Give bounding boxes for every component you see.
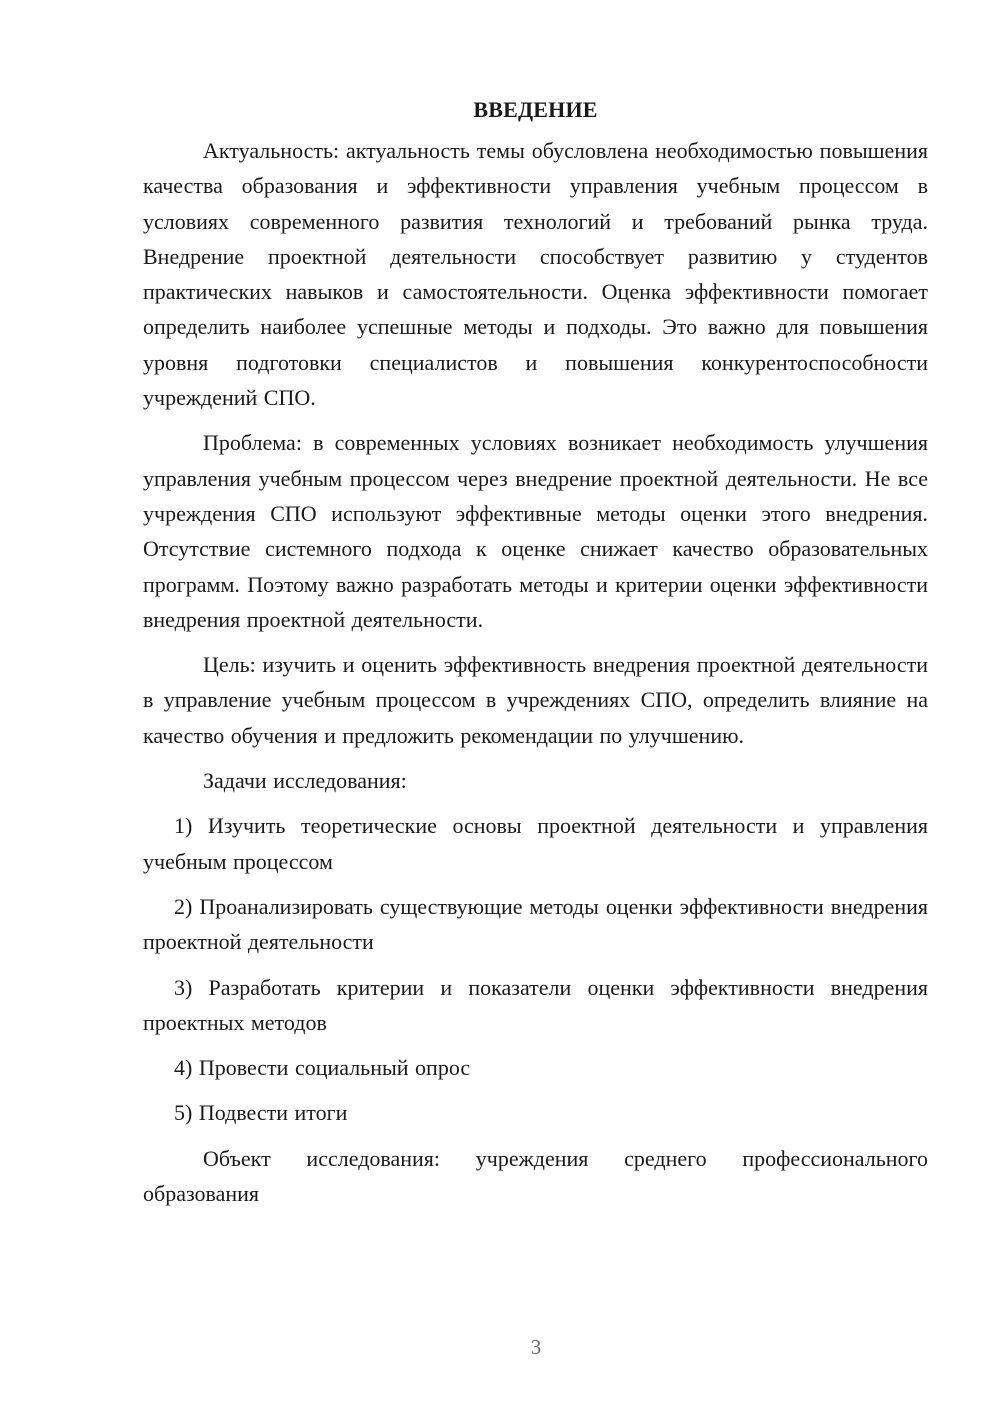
task-item-5: 5) Подвести итоги bbox=[174, 1100, 348, 1126]
section-heading: ВВЕДЕНИЕ bbox=[473, 97, 598, 122]
paragraph-relevance: Актуальность: актуальность темы обусловлена необходимостью повышения качества образования и эффективности управления учебным процессом в условиях современного развития технологий и требований рынка труда. Внедрение проектной деятельности способствует развитию у студентов практических навыков и самостоятельности. Оценка эффективности помогает определить наиболее успешные методы и подходы. Это важно для повышения уровня подготовки специалистов и повышения конкурентоспособности учреждений СПО. bbox=[143, 138, 928, 411]
task-item-4: 4) Провести социальный опрос bbox=[174, 1055, 471, 1081]
page-number: 3 bbox=[530, 1335, 542, 1359]
paragraph-problem: Проблема: в современных условиях возникает необходимость улучшения управления учебным процессом через внедрение проектной деятельности. Не все учреждения СПО используют эффективные методы оценки этого внедрения. Отсутствие системного подхода к оценке снижает качество образовательных программ. Поэтому важно разработать методы и критерии оценки эффективности внедрения проектной деятельности. bbox=[143, 430, 928, 632]
task-item-2: 2) Проанализировать существующие методы оценки эффективности внедрения проектной деятельности bbox=[143, 893, 928, 955]
task-item-1: 1) Изучить теоретические основы проектной деятельности и управления учебным процессом bbox=[143, 813, 928, 874]
paragraph-goal: Цель: изучить и оценить эффективность внедрения проектной деятельности в управление учебным процессом в учреждениях СПО, определить влияние на качество обучения и предложить рекомендации по улучшению. bbox=[143, 652, 928, 748]
paragraph-object: Объект исследования: учреждения среднего профессионального образования bbox=[143, 1145, 928, 1207]
task-item-3: 3) Разработать критерии и показатели оценки эффективности внедрения проектных методов bbox=[143, 974, 928, 1035]
paragraph-tasks-intro: Задачи исследования: bbox=[203, 768, 407, 794]
document-body bbox=[143, 92, 928, 1211]
